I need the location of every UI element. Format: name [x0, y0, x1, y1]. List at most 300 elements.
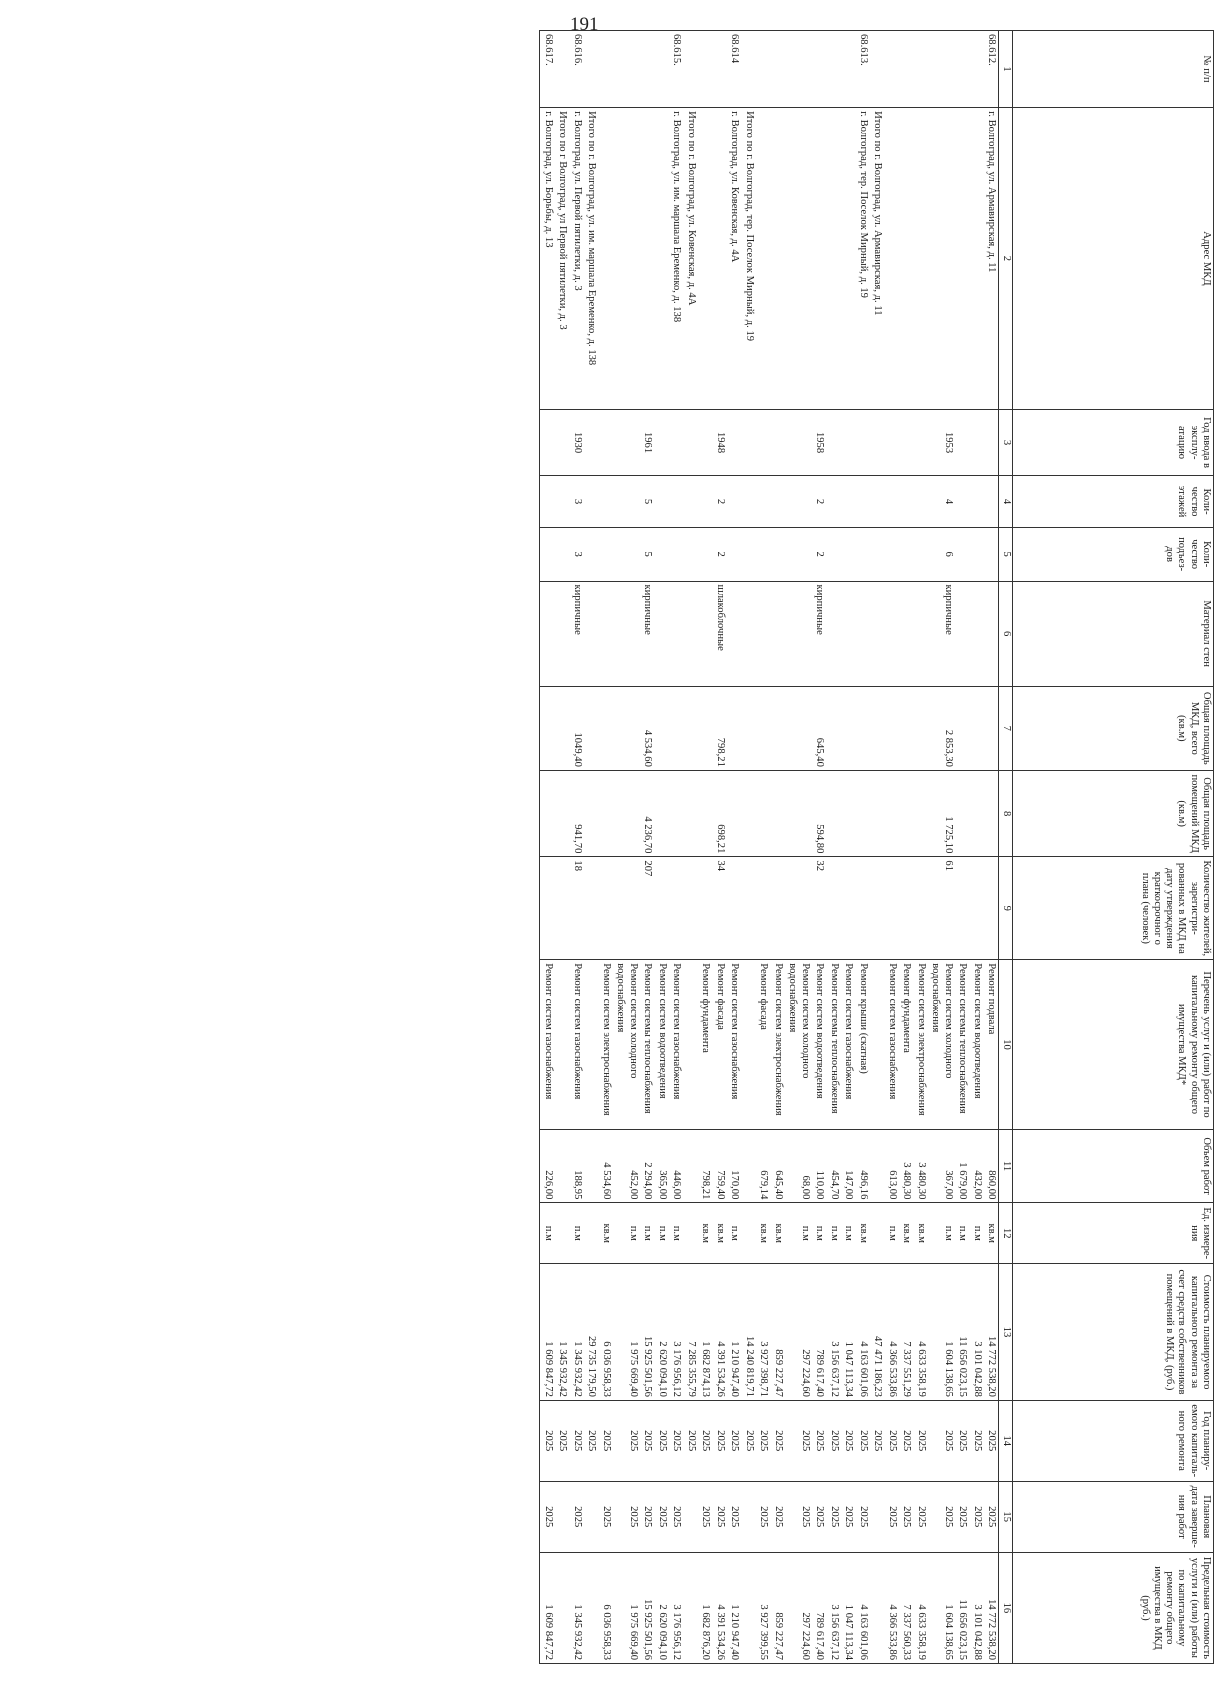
empty-cell: [771, 409, 786, 476]
year-built: 1953: [928, 409, 955, 476]
entrances-count: 3: [570, 527, 585, 581]
empty-cell: [727, 857, 742, 960]
empty-cell: [914, 31, 929, 108]
work-volume: 188,95: [570, 1129, 585, 1203]
empty-cell: [812, 108, 827, 410]
empty-cell: [742, 409, 757, 476]
work-name: Ремонт систем газоснабжения: [669, 960, 684, 1129]
work-volume: 759,40: [713, 1129, 728, 1203]
column-header-12: Ед. измере-ния: [1013, 1203, 1214, 1264]
empty-cell: [584, 581, 599, 686]
empty-cell: [928, 31, 955, 108]
empty-cell: [984, 686, 999, 770]
floors-count: 2: [812, 476, 827, 527]
column-header-11: Объем работ: [1013, 1129, 1214, 1203]
rooms-area: 941,70: [570, 770, 585, 857]
work-volume: 170,00: [727, 1129, 742, 1203]
empty-cell: [970, 857, 985, 960]
wall-material: [540, 581, 555, 686]
capital-repair-table: [540, 30, 1214, 1664]
empty-cell: [655, 770, 670, 857]
empty-cell: [955, 857, 970, 960]
empty-cell: [970, 581, 985, 686]
empty-cell: [727, 770, 742, 857]
empty-cell: [827, 409, 842, 476]
column-header-13: Стоимость планируемого капитального ремонта за счет средств собственников помещений в МКД, (руб.): [1013, 1264, 1214, 1401]
work-cost: 6 036 958,33: [599, 1264, 614, 1401]
work-name: Ремонт систем электроснабжения: [914, 960, 929, 1129]
plan-year: 2025: [785, 1400, 812, 1481]
end-date: 2025: [570, 1481, 585, 1552]
empty-cell: [856, 770, 871, 857]
work-name: Ремонт систем холодного водоснабжения: [928, 960, 955, 1129]
empty-cell: [827, 527, 842, 581]
empty-cell: [841, 857, 856, 960]
year-built: 1930: [570, 409, 585, 476]
empty-cell: [669, 857, 684, 960]
work-volume: 226,00: [540, 1129, 555, 1203]
work-name: Ремонт систем газоснабжения: [540, 960, 555, 1129]
total-label: Итого по г. Волгоград, тер. Поселок Мирный, д. 19: [742, 108, 757, 410]
empty-cell: [785, 409, 812, 476]
empty-cell: [584, 409, 599, 476]
column-header-9: Количество жителей, зарегистри-рованных в МКД на дату утверждения краткосрочног о плана (человек): [1013, 857, 1214, 960]
end-date: 2025: [727, 1481, 742, 1552]
empty-cell: [870, 527, 885, 581]
total-label: Итого по г. Волгоград, ул. Армавирская, д. 11: [870, 108, 885, 410]
empty-cell: [669, 581, 684, 686]
work-unit: п.м: [669, 1203, 684, 1264]
total-cost: 7 285 355,79: [684, 1264, 699, 1401]
work-name: Ремонт систем водоотведения: [655, 960, 670, 1129]
empty-cell: [914, 857, 929, 960]
empty-cell: [928, 108, 955, 410]
entrances-count: 2: [812, 527, 827, 581]
empty-cell: [785, 857, 812, 960]
empty-cell: [669, 770, 684, 857]
empty-cell: [885, 857, 900, 960]
limit-cost: 3 156 637,12: [827, 1552, 842, 1663]
empty-cell: [914, 476, 929, 527]
end-date: 2025: [771, 1481, 786, 1552]
plan-year: 2025: [613, 1400, 640, 1481]
empty-cell: [727, 527, 742, 581]
empty-cell: [914, 686, 929, 770]
end-date: 2025: [812, 1481, 827, 1552]
empty-cell: [827, 857, 842, 960]
empty-cell: [613, 476, 640, 527]
item-number: 68.613.: [856, 31, 871, 108]
floors-count: 2: [713, 476, 728, 527]
empty-cell: [555, 31, 570, 108]
empty-cell: [613, 581, 640, 686]
empty-cell: [870, 409, 885, 476]
work-cost: 7 337 551,29: [899, 1264, 914, 1401]
work-cost: 1 682 874,13: [698, 1264, 713, 1401]
total-row: [870, 31, 885, 1664]
empty-cell: [771, 108, 786, 410]
work-name: Ремонт фундамента: [899, 960, 914, 1129]
work-name: Ремонт систем холодного водоснабжения: [613, 960, 640, 1129]
work-name: Ремонт систем газоснабжения: [841, 960, 856, 1129]
work-unit: п.м: [885, 1203, 900, 1264]
total-area: 645,40: [812, 686, 827, 770]
plan-year: 2025: [841, 1400, 856, 1481]
work-name: Ремонт систем газоснабжения: [885, 960, 900, 1129]
empty-cell: [655, 857, 670, 960]
entrances-count: 2: [713, 527, 728, 581]
empty-cell: [584, 1129, 599, 1203]
work-unit: п.м: [955, 1203, 970, 1264]
empty-cell: [870, 31, 885, 108]
empty-cell: [684, 1481, 699, 1552]
empty-cell: [856, 409, 871, 476]
residents-count: 207: [640, 857, 655, 960]
end-date: 2025: [827, 1481, 842, 1552]
residents-count: 61: [928, 857, 955, 960]
empty-cell: [669, 476, 684, 527]
empty-cell: [899, 686, 914, 770]
column-number: 16: [999, 1552, 1013, 1663]
empty-cell: [742, 770, 757, 857]
empty-cell: [827, 686, 842, 770]
empty-cell: [555, 1481, 570, 1552]
empty-cell: [885, 476, 900, 527]
empty-cell: [955, 527, 970, 581]
empty-cell: [771, 581, 786, 686]
work-name: Ремонт системы теплоснабжения: [640, 960, 655, 1129]
empty-cell: [555, 686, 570, 770]
plan-year: 2025: [771, 1400, 786, 1481]
empty-cell: [555, 527, 570, 581]
empty-cell: [655, 31, 670, 108]
total-row: [584, 31, 599, 1664]
empty-cell: [970, 409, 985, 476]
empty-cell: [899, 857, 914, 960]
empty-cell: [599, 527, 614, 581]
residents-count: 32: [812, 857, 827, 960]
total-label: Итого по г Волгоград, ул Первой пятилетки, д. 3: [555, 108, 570, 410]
plan-year: 2025: [756, 1400, 771, 1481]
empty-cell: [698, 527, 713, 581]
plan-year: 2025: [640, 1400, 655, 1481]
empty-cell: [742, 476, 757, 527]
entrances-count: 6: [928, 527, 955, 581]
table-row: [540, 31, 555, 1664]
limit-cost: 1 210 947,40: [727, 1552, 742, 1663]
empty-cell: [970, 527, 985, 581]
empty-cell: [555, 960, 570, 1129]
year-built: 1948: [713, 409, 728, 476]
table-row: [613, 31, 640, 1664]
empty-cell: [684, 1203, 699, 1264]
end-date: 2025: [640, 1481, 655, 1552]
empty-cell: [756, 527, 771, 581]
column-number: 10: [999, 960, 1013, 1129]
end-date: 2025: [669, 1481, 684, 1552]
empty-cell: [599, 770, 614, 857]
empty-cell: [613, 857, 640, 960]
year-built: 1961: [640, 409, 655, 476]
empty-cell: [885, 527, 900, 581]
empty-cell: [584, 1481, 599, 1552]
limit-cost: 859 227,47: [771, 1552, 786, 1663]
empty-cell: [885, 686, 900, 770]
empty-cell: [955, 409, 970, 476]
empty-cell: [984, 476, 999, 527]
work-volume: 68,00: [785, 1129, 812, 1203]
work-volume: 496,16: [856, 1129, 871, 1203]
empty-cell: [698, 770, 713, 857]
column-header-6: Материал стен: [1013, 581, 1214, 686]
work-name: Ремонт крыши (скатная): [856, 960, 871, 1129]
empty-cell: [771, 31, 786, 108]
empty-cell: [856, 857, 871, 960]
end-date: 2025: [885, 1481, 900, 1552]
table-body: [540, 31, 999, 1664]
work-name: Ремонт систем электроснабжения: [599, 960, 614, 1129]
work-cost: 3 101 042,88: [970, 1264, 985, 1401]
work-cost: 3 176 956,12: [669, 1264, 684, 1401]
end-date: 2025: [713, 1481, 728, 1552]
work-volume: 679,14: [756, 1129, 771, 1203]
column-number: 4: [999, 476, 1013, 527]
empty-cell: [856, 527, 871, 581]
empty-cell: [899, 409, 914, 476]
floors-count: [540, 476, 555, 527]
empty-cell: [555, 1129, 570, 1203]
empty-cell: [742, 527, 757, 581]
empty-cell: [555, 476, 570, 527]
column-header-16: Предельная стоимость услуги и (или) работы по капитальному ремонту общего имущества в МКД (руб.): [1013, 1552, 1214, 1663]
table-row: [727, 31, 742, 1664]
work-volume: 110,00: [812, 1129, 827, 1203]
work-unit: п.м: [727, 1203, 742, 1264]
empty-cell: [613, 31, 640, 108]
empty-cell: [584, 527, 599, 581]
empty-cell: [885, 581, 900, 686]
empty-cell: [555, 1203, 570, 1264]
empty-cell: [955, 108, 970, 410]
limit-cost: 789 617,40: [812, 1552, 827, 1663]
end-date: 2025: [899, 1481, 914, 1552]
empty-cell: [684, 581, 699, 686]
empty-cell: [727, 409, 742, 476]
empty-cell: [756, 31, 771, 108]
empty-cell: [584, 857, 599, 960]
table-row: [655, 31, 670, 1664]
empty-cell: [827, 31, 842, 108]
work-volume: 367,00: [928, 1129, 955, 1203]
work-unit: п.м: [655, 1203, 670, 1264]
empty-cell: [698, 857, 713, 960]
empty-cell: [841, 409, 856, 476]
end-date: 2025: [756, 1481, 771, 1552]
empty-cell: [970, 770, 985, 857]
column-number: 5: [999, 527, 1013, 581]
work-cost: 4 391 534,26: [713, 1264, 728, 1401]
empty-cell: [984, 409, 999, 476]
empty-cell: [984, 857, 999, 960]
plan-year: 2025: [970, 1400, 985, 1481]
empty-cell: [584, 960, 599, 1129]
work-name: Ремонт подвала: [984, 960, 999, 1129]
total-cost: 29 735 179,50: [584, 1264, 599, 1401]
limit-cost: 14 772 538,20: [984, 1552, 999, 1663]
limit-cost: 1 975 669,40: [613, 1552, 640, 1663]
empty-cell: [655, 409, 670, 476]
empty-cell: [785, 527, 812, 581]
column-header-5: Коли-чество подъез-дов: [1013, 527, 1214, 581]
total-area: 2 853,30: [928, 686, 955, 770]
end-date: 2025: [613, 1481, 640, 1552]
work-cost: 297 224,60: [785, 1264, 812, 1401]
address: г. Волгоград, ул. Армавирская, д. 11: [984, 108, 999, 410]
empty-cell: [684, 857, 699, 960]
work-unit: п.м: [570, 1203, 585, 1264]
work-name: Ремонт систем водоотведения: [812, 960, 827, 1129]
work-cost: 1 975 669,40: [613, 1264, 640, 1401]
empty-cell: [899, 770, 914, 857]
work-volume: 860,00: [984, 1129, 999, 1203]
work-cost: 4 163 601,06: [856, 1264, 871, 1401]
table-row: [640, 31, 655, 1664]
end-date: 2025: [655, 1481, 670, 1552]
empty-cell: [827, 476, 842, 527]
work-cost: 1 210 947,40: [727, 1264, 742, 1401]
column-number: 15: [999, 1481, 1013, 1552]
empty-cell: [984, 770, 999, 857]
work-cost: 11 656 023,15: [955, 1264, 970, 1401]
empty-cell: [742, 581, 757, 686]
work-unit: п.м: [812, 1203, 827, 1264]
table-row: [713, 31, 728, 1664]
empty-cell: [984, 527, 999, 581]
table-row: [599, 31, 614, 1664]
empty-cell: [584, 31, 599, 108]
empty-cell: [856, 476, 871, 527]
empty-cell: [870, 1203, 885, 1264]
empty-cell: [970, 686, 985, 770]
wall-material: кирпичные: [640, 581, 655, 686]
empty-cell: [655, 108, 670, 410]
empty-cell: [970, 31, 985, 108]
empty-cell: [555, 409, 570, 476]
work-cost: 3 927 398,71: [756, 1264, 771, 1401]
rotated-table-container: [40, 30, 1214, 1666]
total-row: [742, 31, 757, 1664]
end-date: 2025: [955, 1481, 970, 1552]
empty-cell: [599, 581, 614, 686]
empty-cell: [655, 476, 670, 527]
end-date: 2025: [540, 1481, 555, 1552]
work-volume: 1 679,00: [955, 1129, 970, 1203]
empty-cell: [914, 527, 929, 581]
empty-cell: [771, 476, 786, 527]
empty-cell: [599, 476, 614, 527]
empty-cell: [727, 581, 742, 686]
empty-cell: [742, 1129, 757, 1203]
work-name: Ремонт системы теплоснабжения: [827, 960, 842, 1129]
end-date: 2025: [698, 1481, 713, 1552]
work-unit: кв.м: [713, 1203, 728, 1264]
rooms-area: 1 725,10: [928, 770, 955, 857]
column-number: 8: [999, 770, 1013, 857]
work-cost: 4 633 358,19: [914, 1264, 929, 1401]
column-header-8: Общая площадь помещений МКД (кв.м): [1013, 770, 1214, 857]
column-number: 2: [999, 108, 1013, 410]
empty-cell: [970, 476, 985, 527]
empty-cell: [827, 581, 842, 686]
item-number: 68.616.: [570, 31, 585, 108]
empty-cell: [742, 1203, 757, 1264]
empty-cell: [713, 108, 728, 410]
column-number: 12: [999, 1203, 1013, 1264]
limit-cost: 297 224,60: [785, 1552, 812, 1663]
table-row: [984, 31, 999, 1664]
empty-cell: [870, 1552, 885, 1663]
wall-material: кирпичные: [812, 581, 827, 686]
item-number: 68.614: [727, 31, 742, 108]
empty-cell: [771, 686, 786, 770]
empty-cell: [698, 581, 713, 686]
empty-cell: [669, 409, 684, 476]
column-header-3: Год ввода в эксплу-атацию: [1013, 409, 1214, 476]
empty-cell: [914, 409, 929, 476]
table-row: [570, 31, 585, 1664]
work-unit: кв.м: [856, 1203, 871, 1264]
empty-cell: [698, 476, 713, 527]
table-row: [928, 31, 955, 1664]
limit-cost: 6 036 958,33: [599, 1552, 614, 1663]
empty-cell: [899, 108, 914, 410]
plan-year: 2025: [540, 1400, 555, 1481]
limit-cost: 7 337 560,33: [899, 1552, 914, 1663]
empty-cell: [684, 1552, 699, 1663]
rooms-area: 4 236,70: [640, 770, 655, 857]
empty-cell: [698, 108, 713, 410]
end-date: 2025: [856, 1481, 871, 1552]
empty-cell: [698, 686, 713, 770]
work-volume: 645,40: [771, 1129, 786, 1203]
table-row: [698, 31, 713, 1664]
empty-cell: [870, 686, 885, 770]
plan-year: 2025: [570, 1400, 585, 1481]
column-header-4: Коли-чество этажей: [1013, 476, 1214, 527]
address: г. Волгоград, тер. Поселок Мирный, д. 19: [856, 108, 871, 410]
total-label: Итого по г. Волгоград, ул. Ковенская, д. 4А: [684, 108, 699, 410]
empty-cell: [899, 581, 914, 686]
column-header-1: № п/п: [1013, 31, 1214, 108]
empty-cell: [984, 581, 999, 686]
empty-cell: [655, 527, 670, 581]
empty-cell: [599, 686, 614, 770]
empty-cell: [655, 686, 670, 770]
limit-cost: 4 366 533,86: [885, 1552, 900, 1663]
empty-cell: [713, 31, 728, 108]
rooms-area: [540, 770, 555, 857]
plan-year: 2025: [669, 1400, 684, 1481]
limit-cost: 4 391 534,26: [713, 1552, 728, 1663]
empty-cell: [812, 31, 827, 108]
work-volume: 446,00: [669, 1129, 684, 1203]
plan-year: 2025: [914, 1400, 929, 1481]
empty-cell: [841, 527, 856, 581]
plan-year: 2025: [827, 1400, 842, 1481]
empty-cell: [555, 770, 570, 857]
empty-cell: [870, 770, 885, 857]
empty-cell: [970, 108, 985, 410]
